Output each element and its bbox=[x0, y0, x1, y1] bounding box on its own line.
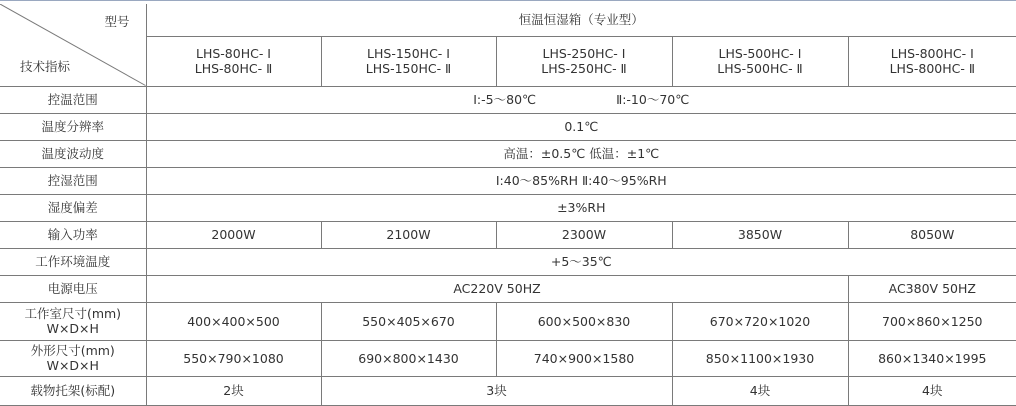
corner-model-label: 型号 bbox=[104, 14, 130, 29]
chamber-size-value: 670×720×1020 bbox=[672, 302, 848, 340]
row-label: 电源电压 bbox=[0, 275, 146, 302]
row-temp-resolution bbox=[0, 113, 1016, 140]
row-label-line: 工作室尺寸(mm) bbox=[24, 306, 122, 321]
outer-size-value: 850×1100×1930 bbox=[672, 340, 848, 376]
shelves-value: 4块 bbox=[672, 376, 848, 405]
model-name: LHS-80HC- Ⅰ bbox=[195, 46, 271, 61]
model-name: LHS-80HC- Ⅱ bbox=[194, 61, 273, 76]
chamber-size-value: 600×500×830 bbox=[496, 302, 672, 340]
model-cell bbox=[321, 36, 496, 86]
row-label-line: 外形尺寸(mm) bbox=[30, 343, 115, 358]
row-supply-voltage bbox=[0, 275, 1016, 302]
row-humidity-range bbox=[0, 167, 1016, 194]
row-label: 湿度偏差 bbox=[0, 194, 146, 221]
row-outer-size bbox=[0, 340, 1016, 376]
power-value: 2100W bbox=[321, 221, 496, 248]
model-name: LHS-150HC- Ⅱ bbox=[365, 61, 452, 76]
outer-size-value: 740×900×1580 bbox=[496, 340, 672, 376]
chamber-size-value: 550×405×670 bbox=[321, 302, 496, 340]
row-temp-range bbox=[0, 86, 1016, 113]
ambient-temp-value: +5～35℃ bbox=[146, 248, 1016, 275]
row-label: 输入功率 bbox=[0, 221, 146, 248]
row-label bbox=[0, 302, 146, 340]
outer-size-value: 690×800×1430 bbox=[321, 340, 496, 376]
header-row-models bbox=[0, 36, 1016, 86]
model-cell bbox=[672, 36, 848, 86]
row-humidity-deviation bbox=[0, 194, 1016, 221]
temp-range-value bbox=[146, 86, 1016, 113]
voltage-value: AC220V 50HZ bbox=[146, 275, 848, 302]
shelves-value: 2块 bbox=[146, 376, 321, 405]
power-value: 3850W bbox=[672, 221, 848, 248]
row-input-power bbox=[0, 221, 1016, 248]
corner-cell bbox=[0, 4, 146, 86]
humidity-deviation-value: ±3%RH bbox=[146, 194, 1016, 221]
power-value: 8050W bbox=[848, 221, 1016, 248]
model-name: LHS-250HC- Ⅱ bbox=[541, 61, 627, 76]
row-label bbox=[0, 340, 146, 376]
model-name: LHS-500HC- Ⅰ bbox=[718, 46, 802, 61]
spec-table bbox=[0, 4, 1016, 406]
temp-range-type2: Ⅱ:-10～70℃ bbox=[616, 92, 690, 107]
row-label-line: W×D×H bbox=[46, 321, 99, 336]
row-ambient-temp bbox=[0, 248, 1016, 275]
top-rule bbox=[0, 0, 1016, 1]
product-title: 恒温恒湿箱（专业型） bbox=[146, 4, 1016, 36]
row-shelves bbox=[0, 376, 1016, 405]
power-value: 2000W bbox=[146, 221, 321, 248]
row-label: 温度分辨率 bbox=[0, 113, 146, 140]
shelves-value: 3块 bbox=[321, 376, 672, 405]
model-cell bbox=[848, 36, 1016, 86]
model-name: LHS-800HC- Ⅰ bbox=[890, 46, 974, 61]
voltage-value: AC380V 50HZ bbox=[848, 275, 1016, 302]
row-label: 控湿范围 bbox=[0, 167, 146, 194]
outer-size-value: 550×790×1080 bbox=[146, 340, 321, 376]
model-name: LHS-250HC- Ⅰ bbox=[542, 46, 626, 61]
humidity-range-value: Ⅰ:40～85%RH Ⅱ:40～95%RH bbox=[146, 167, 1016, 194]
row-label: 工作环境温度 bbox=[0, 248, 146, 275]
shelves-value: 4块 bbox=[848, 376, 1016, 405]
model-cell bbox=[496, 36, 672, 86]
row-chamber-size bbox=[0, 302, 1016, 340]
chamber-size-value: 400×400×500 bbox=[146, 302, 321, 340]
row-label-line: W×D×H bbox=[46, 358, 99, 373]
model-cell bbox=[146, 36, 321, 86]
row-label: 控温范围 bbox=[0, 86, 146, 113]
outer-size-value: 860×1340×1995 bbox=[848, 340, 1016, 376]
temp-range-type1: Ⅰ:-5～80℃ bbox=[473, 92, 537, 107]
header-row-title bbox=[0, 4, 1016, 36]
power-value: 2300W bbox=[496, 221, 672, 248]
temp-fluctuation-value: 高温：±0.5℃ 低温：±1℃ bbox=[146, 140, 1016, 167]
row-label: 温度波动度 bbox=[0, 140, 146, 167]
row-temp-fluctuation bbox=[0, 140, 1016, 167]
chamber-size-value: 700×860×1250 bbox=[848, 302, 1016, 340]
row-label: 载物托架(标配) bbox=[0, 376, 146, 405]
temp-resolution-value: 0.1℃ bbox=[146, 113, 1016, 140]
model-name: LHS-150HC- Ⅰ bbox=[367, 46, 450, 61]
model-name: LHS-800HC- Ⅱ bbox=[889, 61, 975, 76]
corner-spec-label: 技术指标 bbox=[20, 58, 71, 74]
model-name: LHS-500HC- Ⅱ bbox=[717, 61, 803, 76]
